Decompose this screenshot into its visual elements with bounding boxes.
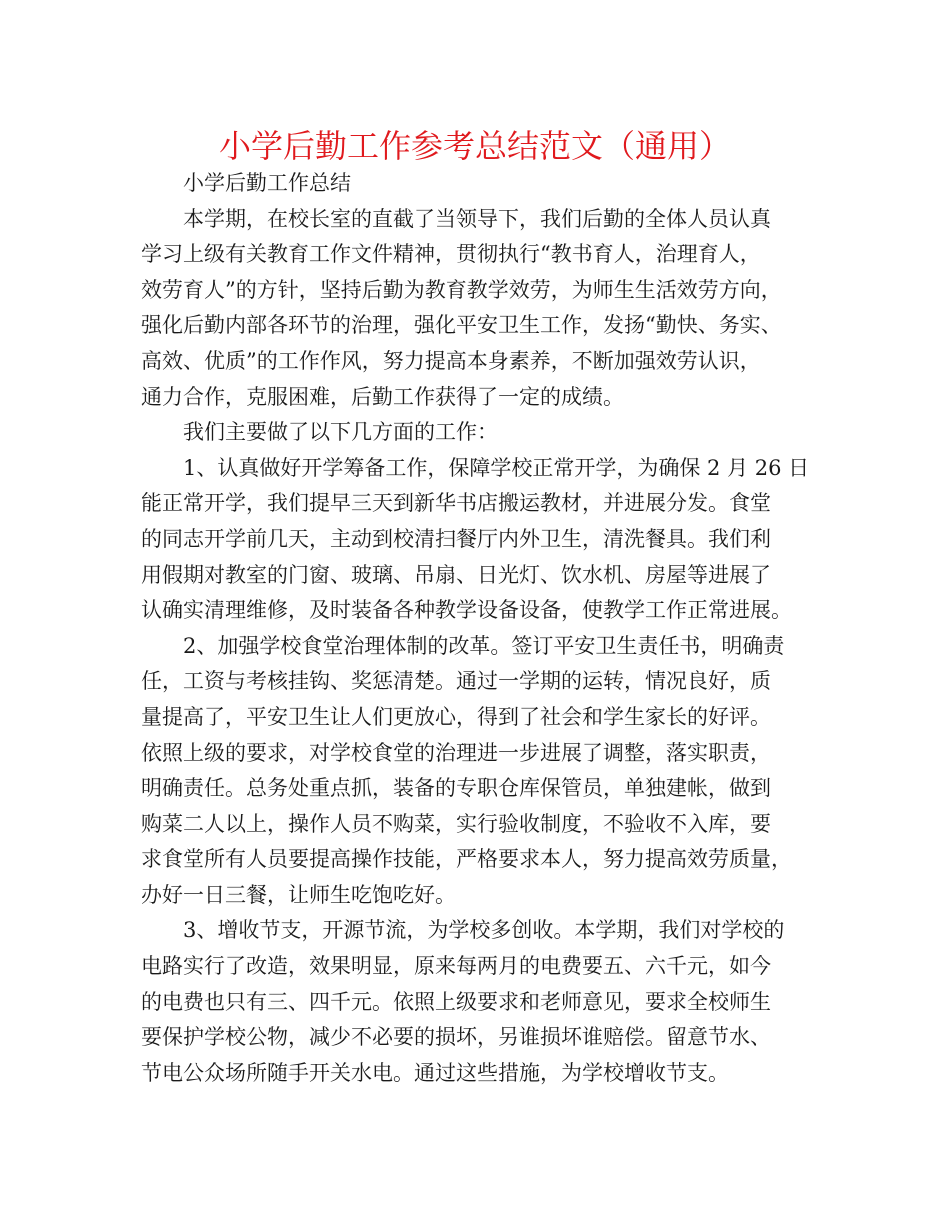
paragraph-intro (141, 202, 811, 416)
text-line: 量提高了，平安卫生让人们更放心，得到了社会和学生家长的好评。 (141, 704, 771, 729)
text-line: 能正常开学，我们提早三天到新华书店搬运教材，并进展分发。食堂 (141, 491, 771, 516)
document-subtitle: 小学后勤工作总结 (183, 171, 351, 195)
paragraph-item-1 (141, 451, 811, 629)
text-line: 要保护学校公物，减少不必要的损坏，另谁损坏谁赔偿。留意节水、 (141, 1025, 771, 1050)
document-body (141, 166, 811, 1091)
text-line: 强化后勤内部各环节的治理，强化平安卫生工作，发扬“勤快、务实、 (141, 313, 782, 338)
text-line: 本学期，在校长室的直截了当领导下，我们后勤的全体人员认真 (183, 206, 771, 231)
text-line: 节电公众场所随手开关水电。通过这些措施，为学校增收节支。 (141, 1060, 729, 1085)
text-line: 办好一日三餐，让师生吃饱吃好。 (141, 882, 456, 907)
text-line: 2、加强学校食堂治理体制的改革。签订平安卫生责任书，明确责 (183, 633, 785, 658)
text-line: 1、认真做好开学筹备工作，保障学校正常开学，为确保 2 月 26 日 (183, 455, 810, 480)
text-line: 通力合作，克服困难，后勤工作获得了一定的成绩。 (141, 384, 624, 409)
text-line: 3、增收节支，开源节流，为学校多创收。本学期，我们对学校的 (183, 918, 785, 943)
text-line: 电路实行了改造，效果明显，原来每两月的电费要五、六千元，如今 (141, 954, 771, 979)
text-line: 的同志开学前几天，主动到校清扫餐厅内外卫生，清洗餐具。我们利 (141, 526, 771, 551)
paragraph-lead (141, 415, 811, 451)
text-line: 认确实清理维修，及时装备各种教学设备设备，使教学工作正常进展。 (141, 598, 792, 623)
document-title: 小学后勤工作参考总结范文（通用） (218, 127, 731, 165)
text-line: 效劳育人”的方针，坚持后勤为教育教学效劳，为师生生活效劳方向， (141, 277, 782, 302)
text-line: 用假期对教室的门窗、玻璃、吊扇、日光灯、饮水机、房屋等进展了 (141, 562, 771, 587)
text-line: 购菜二人以上，操作人员不购菜，实行验收制度，不验收不入库，要 (141, 811, 771, 836)
subtitle-paragraph (141, 166, 811, 202)
paragraph-item-2 (141, 629, 811, 914)
text-line: 求食堂所有人员要提高操作技能，严格要求本人，努力提高效劳质量， (141, 847, 792, 872)
text-line: 的电费也只有三、四千元。依照上级要求和老师意见，要求全校师生 (141, 989, 771, 1014)
text-line: 高效、优质”的工作作风，努力提高本身素养，不断加强效劳认识， (141, 348, 761, 373)
text-line: 依照上级的要求，对学校食堂的治理进一步进展了调整，落实职责， (141, 740, 771, 765)
text-line: 我们主要做了以下几方面的工作： (183, 420, 498, 445)
paragraph-item-3 (141, 913, 811, 1091)
text-line: 任，工资与考核挂钩、奖惩清楚。通过一学期的运转，情况良好，质 (141, 669, 771, 694)
text-line: 学习上级有关教育工作文件精神，贯彻执行“教书育人，治理育人， (141, 242, 761, 267)
text-line: 明确责任。总务处重点抓，装备的专职仓库保管员，单独建帐，做到 (141, 776, 771, 801)
